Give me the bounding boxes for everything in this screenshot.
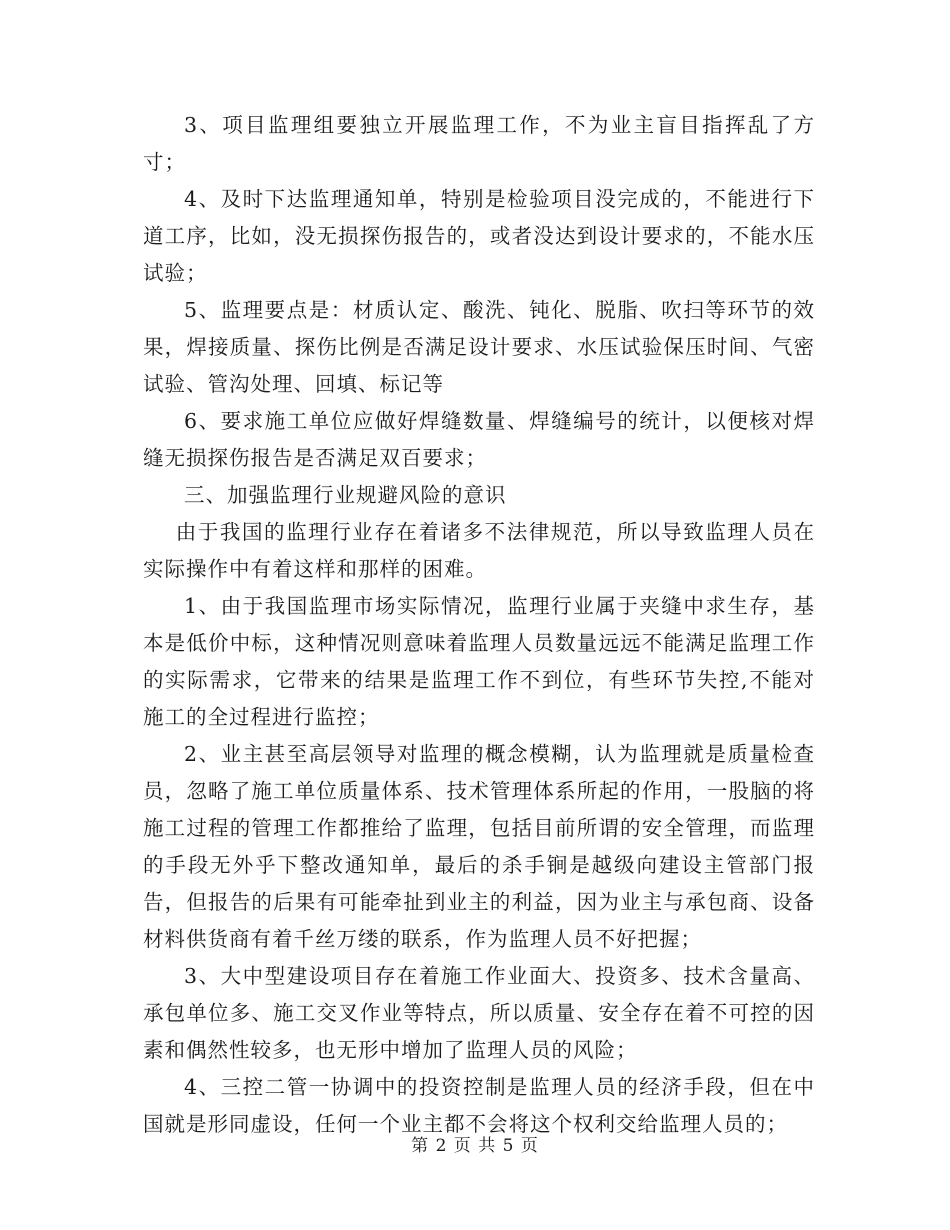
paragraph-item-4: 4、及时下达监理通知单，特别是检验项目没完成的，不能进行下道工序，比如，没无损探伤报告的，或者没达到设计要求的，不能水压试验；	[143, 187, 815, 285]
paragraph-item-3: 3、项目监理组要独立开展监理工作，不为业主盲目指挥乱了方寸；	[143, 113, 815, 174]
paragraph-item-5: 5、监理要点是：材质认定、酸洗、钝化、脱脂、吹扫等环节的效果，焊接质量、探伤比例是否满足设计要求、水压试验保压时间、气密试验、管沟处理、回填、标记等	[143, 298, 815, 396]
section-intro: 由于我国的监理行业存在着诸多不法律规范，所以导致监理人员在实际操作中有着这样和那样的困难。	[143, 520, 815, 581]
page-number: 第 2 页 共 5 页	[411, 1136, 539, 1156]
risk-item-4: 4、三控二管一协调中的投资控制是监理人员的经济手段，但在中国就是形同虚设，任何一个业主都不会将这个权利交给监理人员的；	[143, 1075, 815, 1136]
document-body	[143, 107, 815, 1143]
risk-item-3: 3、大中型建设项目存在着施工作业面大、投资多、技术含量高、承包单位多、施工交叉作业等特点，所以质量、安全存在着不可控的因素和偶然性较多，也无形中增加了监理人员的风险；	[143, 964, 815, 1062]
risk-item-1: 1、由于我国监理市场实际情况，监理行业属于夹缝中求生存，基本是低价中标，这种情况则意味着监理人员数量远远不能满足监理工作的实际需求，它带来的结果是监理工作不到位，有些环节失控,不能对施工的全过程进行监控；	[143, 594, 815, 729]
risk-item-2: 2、业主甚至高层领导对监理的概念模糊，认为监理就是质量检查员，忽略了施工单位质量体系、技术管理体系所起的作用，一股脑的将施工过程的管理工作都推给了监理，包括目前所谓的安全管理，而监理的手段无外乎下整改通知单，最后的杀手锏是越级向建设主管部门报告，但报告的后果有可能牵扯到业主的利益，因为业主与承包商、设备材料供货商有着千丝万缕的联系，作为监理人员不好把握；	[143, 742, 815, 951]
section-heading-3: 三、加强监理行业规避风险的意识	[184, 483, 507, 507]
paragraph-item-6: 6、要求施工单位应做好焊缝数量、焊缝编号的统计，以便核对焊缝无损探伤报告是否满足双百要求；	[143, 409, 815, 470]
